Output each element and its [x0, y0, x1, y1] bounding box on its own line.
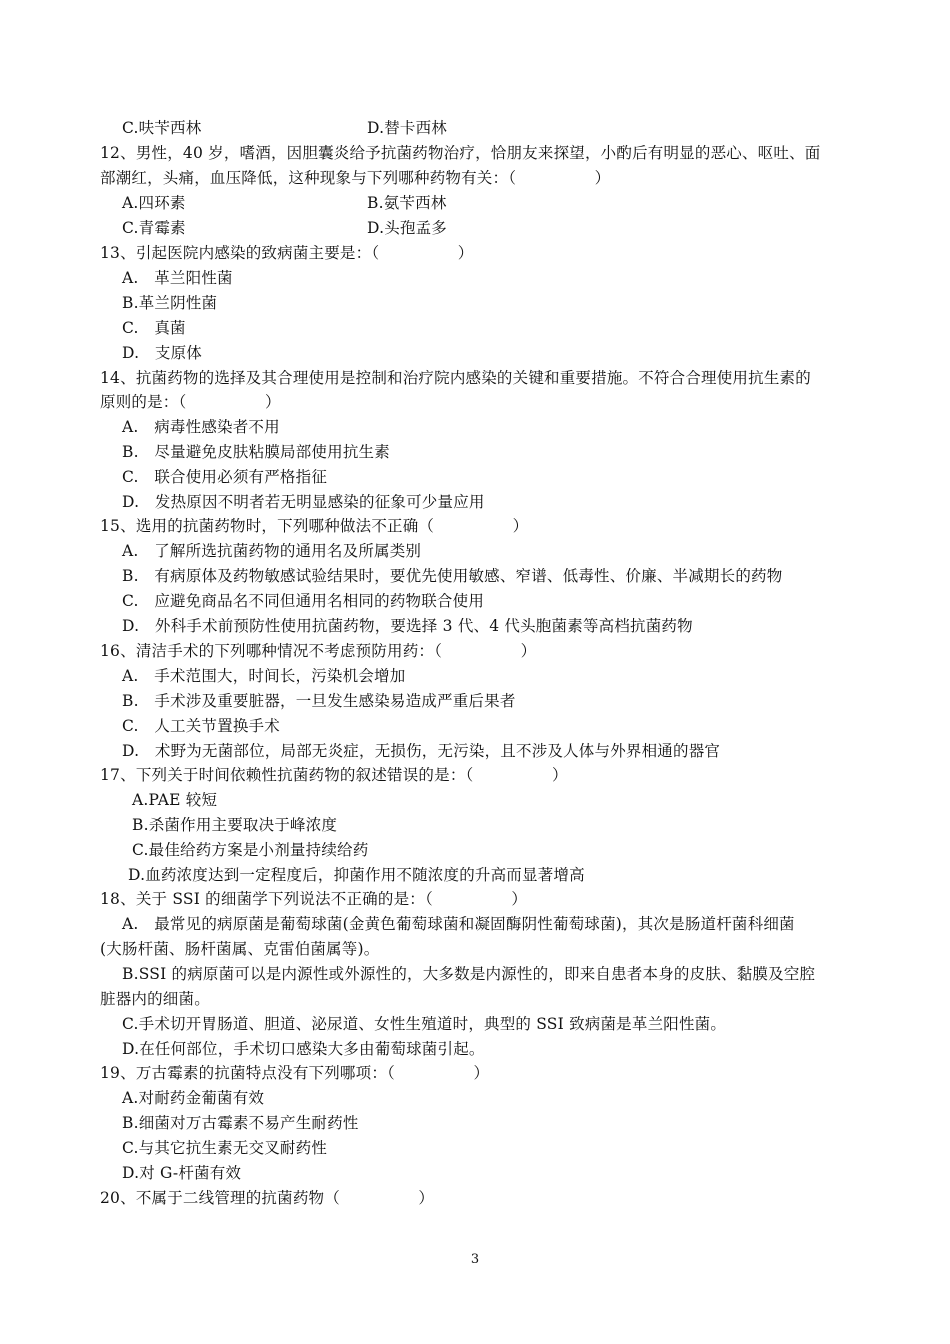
q19-option-a: A.对耐药金葡菌有效 [122, 1089, 265, 1107]
q17-option-b: B.杀菌作用主要取决于峰浓度 [132, 816, 338, 834]
q15-stem: 15、选用的抗菌药物时，下列哪种做法不正确（ ） [100, 517, 529, 535]
q16-option-d: D. 术野为无菌部位，局部无炎症，无损伤，无污染，且不涉及人体与外界相通的器官 [122, 742, 721, 760]
q12-option-c: C.青霉素 [122, 219, 186, 237]
q12-option-d: D.头孢孟多 [367, 219, 448, 237]
q18-option-d: D.在任何部位，手术切口感染大多由葡萄球菌引起。 [122, 1040, 485, 1058]
q17-option-d: D.血药浓度达到一定程度后，抑菌作用不随浓度的升高而显著增高 [128, 866, 585, 884]
q16-option-c: C. 人工关节置换手术 [122, 717, 280, 735]
q12-stem-line2: 部潮红，头痛，血压降低，这种现象与下列哪种药物有关：（ ） [100, 169, 611, 187]
q18-option-b-line1: B.SSI 的病原菌可以是内源性或外源性的，大多数是内源性的，即来自患者本身的皮肤、黏膜及空腔 [122, 965, 816, 983]
q17-option-a: A.PAE 较短 [132, 791, 218, 809]
q13-option-c: C. 真菌 [122, 319, 186, 337]
q17-stem: 17、下列关于时间依赖性抗菌药物的叙述错误的是：（ ） [100, 766, 568, 784]
q14-option-a: A. 病毒性感染者不用 [122, 418, 280, 436]
q19-option-d: D.对 G-杆菌有效 [122, 1164, 242, 1182]
q15-option-c: C. 应避免商品名不同但通用名相同的药物联合使用 [122, 592, 485, 610]
q19-stem: 19、万古霉素的抗菌特点没有下列哪项：（ ） [100, 1064, 490, 1082]
q18-option-a-line2: (大肠杆菌、肠杆菌属、克雷伯菌属等)。 [100, 940, 380, 958]
q15-option-d: D. 外科手术前预防性使用抗菌药物，要选择 3 代、4 代头胞菌素等高档抗菌药物 [122, 617, 693, 635]
q14-option-c: C. 联合使用必须有严格指征 [122, 468, 328, 486]
q13-option-a: A. 革兰阳性菌 [122, 269, 233, 287]
q16-stem: 16、清洁手术的下列哪种情况不考虑预防用药：（ ） [100, 642, 537, 660]
q19-option-c: C.与其它抗生素无交叉耐药性 [122, 1139, 328, 1157]
q13-stem: 13、引起医院内感染的致病菌主要是：（ ） [100, 244, 474, 262]
q20-stem: 20、不属于二线管理的抗菌药物（ ） [100, 1189, 435, 1207]
q19-option-b: B.细菌对万古霉素不易产生耐药性 [122, 1114, 359, 1132]
q12-stem-line1: 12、男性，40 岁，嗜酒，因胆囊炎给予抗菌药物治疗，恰朋友来探望，小酌后有明显的恶心、呕吐、面 [100, 144, 821, 162]
q14-option-b: B. 尽量避免皮肤粘膜局部使用抗生素 [122, 443, 390, 461]
q14-stem-line1: 14、抗菌药物的选择及其合理使用是控制和治疗院内感染的关键和重要措施。不符合合理使用抗生素的 [100, 369, 811, 387]
q18-stem: 18、关于 SSI 的细菌学下列说法不正确的是：（ ） [100, 890, 528, 908]
q14-option-d: D. 发热原因不明者若无明显感染的征象可少量应用 [122, 493, 485, 511]
q11-option-d: D.替卡西林 [367, 119, 448, 137]
q18-option-a-line1: A. 最常见的病原菌是葡萄球菌(金黄色葡萄球菌和凝固酶阴性葡萄球菌)，其次是肠道杆菌科细菌 [122, 915, 795, 933]
q18-option-b-line2: 脏器内的细菌。 [100, 990, 210, 1008]
q11-option-c: C.呋苄西林 [122, 119, 202, 137]
q15-option-a: A. 了解所选抗菌药物的通用名及所属类别 [122, 542, 422, 560]
q18-option-c: C.手术切开胃肠道、胆道、泌尿道、女性生殖道时，典型的 SSI 致病菌是革兰阳性菌。 [122, 1015, 727, 1033]
q17-option-c: C.最佳给药方案是小剂量持续给药 [132, 841, 369, 859]
q16-option-b: B. 手术涉及重要脏器，一旦发生感染易造成严重后果者 [122, 692, 516, 710]
q14-stem-line2: 原则的是：（ ） [100, 393, 281, 411]
q13-option-d: D. 支原体 [122, 344, 203, 362]
page-number: 3 [470, 1252, 480, 1267]
q15-option-b: B. 有病原体及药物敏感试验结果时，要优先使用敏感、窄谱、低毒性、价廉、半减期长的药物 [122, 567, 783, 585]
q12-option-a: A.四环素 [122, 194, 186, 212]
q16-option-a: A. 手术范围大，时间长，污染机会增加 [122, 667, 406, 685]
q13-option-b: B.革兰阴性菌 [122, 294, 218, 312]
q12-option-b: B.氨苄西林 [367, 194, 447, 212]
